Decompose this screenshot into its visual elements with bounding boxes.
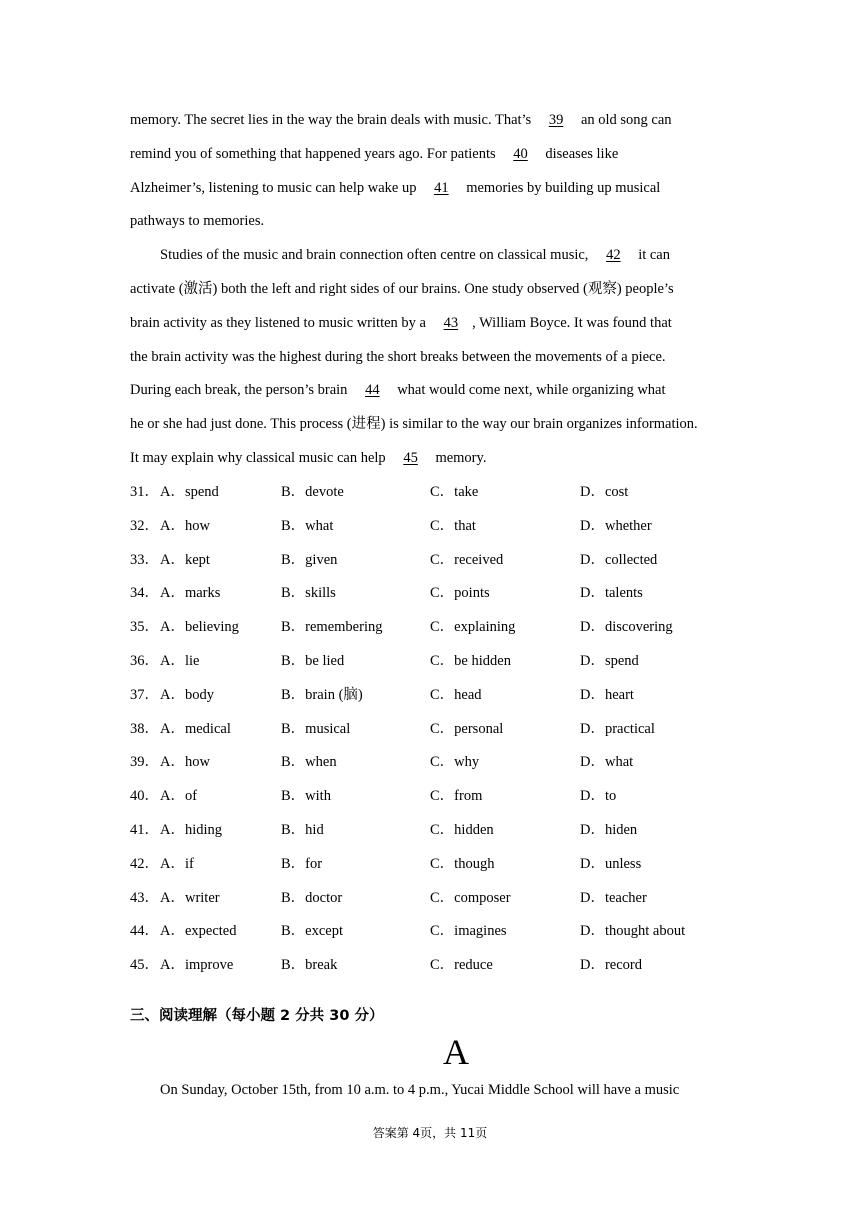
option-row-37 — [130, 679, 730, 713]
question-number: 37． — [130, 686, 159, 703]
option-d: D．whether — [580, 517, 652, 534]
passage-line: During each break, the person’s brain 44 what would come next, while organizing what — [130, 374, 726, 408]
option-c: C．why — [430, 754, 480, 771]
option-b: B．doctor — [281, 889, 343, 906]
option-d: D．unless — [580, 855, 642, 872]
question-number: 35． — [130, 619, 159, 636]
passage-line: he or she had just done. This process (进程) is similar to the way our brain organizes information. — [130, 416, 698, 433]
option-row-32 — [130, 510, 730, 544]
option-a: A．expected — [160, 923, 237, 940]
option-a: A．how — [160, 754, 210, 771]
option-c: C．that — [430, 517, 476, 534]
option-c: C．imagines — [430, 923, 507, 940]
option-d: D．thought about — [580, 923, 686, 940]
option-c: C．be hidden — [430, 652, 511, 669]
option-row-43 — [130, 882, 730, 916]
reading-passage-first-line: On Sunday, October 15th, from 10 a.m. to 4 p.m., Yucai Middle School will have a music — [160, 1082, 680, 1098]
option-c: C．though — [430, 855, 495, 872]
blank-44: 44 — [365, 382, 380, 399]
option-a: A．improve — [160, 957, 234, 974]
question-number: 41． — [130, 821, 159, 838]
option-b: B．break — [281, 957, 338, 974]
option-row-44 — [130, 915, 730, 949]
option-a: A．kept — [160, 551, 210, 568]
section-heading: 三、阅读理解（每小题 2 分共 30 分） — [130, 1008, 384, 1024]
passage-line: memory. The secret lies in the way the brain deals with music. That’s 39 an old song can — [130, 104, 726, 138]
passage-line: pathways to memories. — [130, 213, 265, 230]
option-d: D．hiden — [580, 821, 638, 838]
passage-line: remind you of something that happened years ago. For patients 40 diseases like — [130, 138, 726, 172]
option-c: C．from — [430, 788, 483, 805]
option-b: B．when — [281, 754, 337, 771]
option-a: A．believing — [160, 619, 239, 636]
option-c: C．head — [430, 686, 482, 703]
option-a: A．writer — [160, 889, 220, 906]
question-number: 44． — [130, 923, 159, 940]
blank-40: 40 — [513, 145, 528, 162]
option-b: B．brain (脑) — [281, 686, 363, 703]
option-b: B．skills — [281, 585, 336, 602]
option-b: B．hid — [281, 821, 324, 838]
option-row-45 — [130, 949, 730, 983]
option-d: D．record — [580, 957, 643, 974]
option-row-42 — [130, 848, 730, 882]
option-b: B．except — [281, 923, 344, 940]
question-number: 42． — [130, 855, 159, 872]
passage-line: It may explain why classical music can help 45 memory. — [130, 442, 726, 476]
blank-41: 41 — [434, 179, 449, 196]
option-b: B．with — [281, 788, 331, 805]
question-number: 32． — [130, 517, 159, 534]
option-d: D．talents — [580, 585, 643, 602]
option-a: A．lie — [160, 652, 200, 669]
option-row-31 — [130, 476, 730, 510]
cloze-passage — [130, 104, 726, 476]
question-number: 36． — [130, 652, 159, 669]
option-d: D．teacher — [580, 889, 647, 906]
option-a: A．of — [160, 788, 198, 805]
option-d: D．spend — [580, 652, 639, 669]
passage-line: Alzheimer’s, listening to music can help wake up 41 memories by building up musical — [130, 172, 726, 206]
passage-line: brain activity as they listened to music written by a 43 , William Boyce. It was found that — [130, 307, 726, 341]
option-d: D．discovering — [580, 619, 673, 636]
passage-line: Studies of the music and brain connection often centre on classical music, 42 it can — [130, 239, 726, 273]
option-a: A．if — [160, 855, 194, 872]
option-row-35 — [130, 611, 730, 645]
passage-letter: A — [443, 1032, 469, 1072]
option-row-40 — [130, 780, 730, 814]
question-number: 39． — [130, 754, 159, 771]
blank-39: 39 — [548, 112, 564, 128]
blank-45: 45 — [403, 449, 418, 466]
option-d: D．cost — [580, 484, 629, 500]
option-c: C．explaining — [430, 619, 516, 636]
option-c: C．received — [430, 551, 504, 568]
page-footer: 答案第 4页，共 11页 — [372, 1126, 488, 1140]
option-a: A．spend — [160, 484, 219, 500]
option-a: A．marks — [160, 585, 221, 602]
question-number: 38． — [130, 720, 159, 737]
question-number: 31． — [130, 484, 159, 500]
option-c: C．personal — [430, 720, 504, 737]
option-b: B．devote — [281, 484, 344, 500]
option-c: C．reduce — [430, 957, 493, 974]
option-d: D．practical — [580, 720, 655, 737]
option-c: C．hidden — [430, 821, 494, 838]
option-c: C．points — [430, 585, 490, 602]
option-d: D．collected — [580, 551, 658, 568]
option-row-38 — [130, 713, 730, 747]
option-d: D．what — [580, 754, 634, 771]
question-number: 33． — [130, 551, 159, 568]
option-c: C．take — [430, 484, 479, 500]
option-d: D．to — [580, 788, 617, 805]
option-row-41 — [130, 814, 730, 848]
question-number: 43． — [130, 889, 159, 906]
option-d: D．heart — [580, 686, 634, 703]
question-number: 45． — [130, 957, 159, 974]
option-a: A．hiding — [160, 821, 223, 838]
option-b: B．what — [281, 517, 334, 534]
blank-43: 43 — [443, 314, 459, 331]
option-a: A．body — [160, 686, 214, 703]
option-a: A．how — [160, 517, 210, 534]
passage-line: the brain activity was the highest during the short breaks between the movements of a piece. — [130, 348, 666, 365]
option-row-33 — [130, 544, 730, 578]
question-number: 34． — [130, 585, 159, 602]
option-row-39 — [130, 746, 730, 780]
option-b: B．for — [281, 855, 323, 872]
option-b: B．be lied — [281, 652, 345, 669]
blank-42: 42 — [606, 247, 621, 264]
option-c: C．composer — [430, 889, 511, 906]
option-a: A．medical — [160, 720, 231, 737]
option-b: B．given — [281, 551, 338, 568]
answer-options — [130, 476, 730, 983]
passage-line: activate (激活) both the left and right sides of our brains. One study observed (观察) people’s — [130, 280, 674, 297]
option-b: B．remembering — [281, 619, 383, 636]
question-number: 40． — [130, 788, 159, 805]
option-row-34 — [130, 577, 730, 611]
option-b: B．musical — [281, 720, 351, 737]
option-row-36 — [130, 645, 730, 679]
